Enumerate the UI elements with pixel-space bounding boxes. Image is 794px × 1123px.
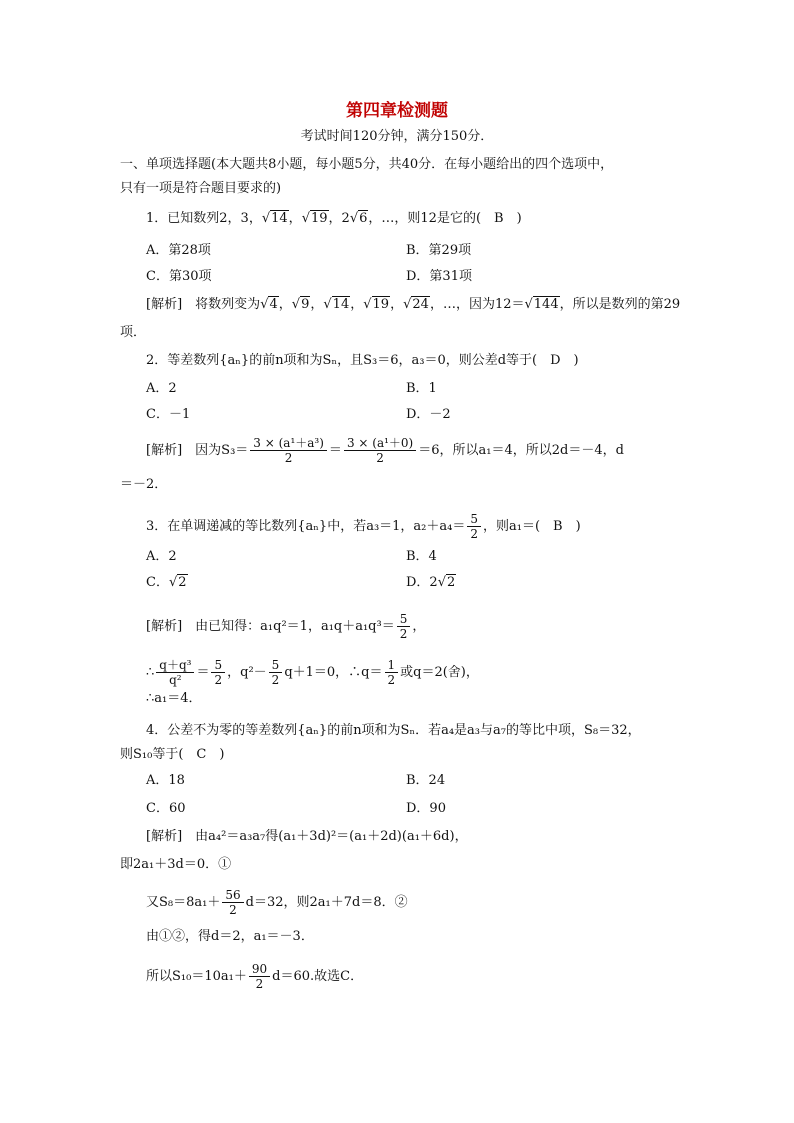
fraction: $\frac{56}{2}$ xyxy=(222,888,243,917)
sqrt-symbol: √4 xyxy=(260,297,278,312)
question-3-solution: [解析] 由已知得：a₁q²＝1，a₁q＋a₁q³＝ $\frac{5}{2}$ ， xyxy=(146,612,426,641)
solution-label: [解析] xyxy=(146,443,183,458)
question-2-stem: 2．等差数列{aₙ}的前n项和为Sₙ，且S₃＝6，a₃＝0，则公差d等于( D ) xyxy=(146,353,579,368)
solution-label: [解析] xyxy=(146,297,183,312)
question-3-option-a: A．2 xyxy=(146,549,177,564)
question-3-option-c: C．√2 xyxy=(146,575,187,590)
sqrt-symbol: √144 xyxy=(524,297,559,312)
question-3-solution-line2: ∴ $\frac{\text{q＋q³}}{\text{q²}}$ ＝ $\frac{5}{2}$ ，q²－ $\frac{5}{2}$ q＋1＝0，∴q＝ $\frac{1}{2}$ 或q＝2(舍)， xyxy=(146,658,479,687)
question-4-solution-line2: 即2a₁＋3d＝0．① xyxy=(120,857,232,872)
fraction: $\frac{90}{2}$ xyxy=(249,962,270,991)
solution-label: [解析] xyxy=(146,829,183,844)
sqrt-symbol: √2 xyxy=(437,575,456,590)
question-4-option-c: C．60 xyxy=(146,801,186,816)
sqrt-symbol: √6 xyxy=(349,211,368,226)
question-1-option-a: A．第28项 xyxy=(146,243,211,258)
question-4-option-d: D．90 xyxy=(406,801,446,816)
question-1-solution: [解析] 将数列变为√4，√9，√14，√19，√24，…，因为12＝√144，所以是数列的第29 xyxy=(146,297,681,312)
question-2-solution-cont: ＝－2． xyxy=(120,477,168,492)
question-3-stem: 3．在单调递减的等比数列{aₙ}中，若a₃＝1，a₂＋a₄＝ $\frac{5}{2}$ ，则a₁＝( B ) xyxy=(146,512,581,541)
fraction: $\frac{1}{2}$ xyxy=(385,658,399,687)
fraction: $\frac{5}{2}$ xyxy=(269,658,283,687)
question-4-stem-line2: 则S₁₀等于( C ) xyxy=(120,747,225,762)
question-1-stem: 1．已知数列2，3，√14，√19，2√6，…，则12是它的( B ) xyxy=(146,211,522,226)
sqrt-symbol: √24 xyxy=(403,297,429,312)
fraction: $\frac{5}{2}$ xyxy=(211,658,225,687)
question-4-option-b: B．24 xyxy=(406,773,446,788)
exam-info: 考试时间120分钟，满分150分． xyxy=(300,129,494,144)
fraction: $\frac{\text{3 × (a¹＋0)}}{2}$ xyxy=(344,436,416,465)
question-2-option-b: B．1 xyxy=(406,381,437,396)
question-1-option-d: D．第31项 xyxy=(406,269,472,284)
fraction: $\frac{5}{2}$ xyxy=(397,612,411,641)
question-3-option-d: D．2√2 xyxy=(406,575,456,590)
sqrt-symbol: √19 xyxy=(363,297,390,312)
question-2-option-d: D．－2 xyxy=(406,407,451,422)
question-4-solution-line4: 由①②，得d＝2，a₁＝－3． xyxy=(146,929,314,944)
section-heading-line2: 只有一项是符合题目要求的) xyxy=(120,181,282,196)
fraction: $\frac{5}{2}$ xyxy=(467,512,481,541)
question-4-solution-line3: 又S₈＝8a₁＋ $\frac{56}{2}$ d＝32，则2a₁＋7d＝8．② xyxy=(146,888,408,917)
question-4-option-a: A．18 xyxy=(146,773,185,788)
fraction: $\frac{\text{q＋q³}}{\text{q²}}$ xyxy=(156,658,194,687)
question-1-option-c: C．第30项 xyxy=(146,269,212,284)
question-4-stem-line1: 4．公差不为零的等差数列{aₙ}的前n项和为Sₙ．若a₄是a₃与a₇的等比中项，S₈＝32， xyxy=(146,723,641,738)
question-2-option-a: A．2 xyxy=(146,381,177,396)
question-4-solution: [解析] 由a₄²＝a₃a₇得(a₁＋3d)²＝(a₁＋2d)(a₁＋6d)， xyxy=(146,829,468,844)
page-title: 第四章检测题 xyxy=(346,101,448,121)
sqrt-symbol: √9 xyxy=(291,297,310,312)
question-2-option-c: C．－1 xyxy=(146,407,191,422)
question-2-solution: [解析] 因为S₃＝ $\frac{\text{3 × (a¹＋a³)}}{2}$ ＝ $\frac{\text{3 × (a¹＋0)}}{2}$ ＝6，所以a₁＝4，所以2d＝－4，d xyxy=(146,436,624,465)
question-4-solution-line5: 所以S₁₀＝10a₁＋ $\frac{90}{2}$ d＝60.故选C． xyxy=(146,962,364,991)
question-3-option-b: B．4 xyxy=(406,549,437,564)
sqrt-symbol: √19 xyxy=(301,211,328,226)
sqrt-symbol: √14 xyxy=(323,297,350,312)
sqrt-symbol: √14 xyxy=(261,211,288,226)
question-1-solution-cont: 项． xyxy=(120,325,147,340)
fraction: $\frac{\text{3 × (a¹＋a³)}}{2}$ xyxy=(250,436,327,465)
solution-label: [解析] xyxy=(146,619,183,634)
sqrt-symbol: √2 xyxy=(168,575,187,590)
question-1-option-b: B．第29项 xyxy=(406,243,472,258)
question-3-solution-line3: ∴a₁＝4． xyxy=(146,691,202,706)
section-heading-line1: 一、单项选择题(本大题共8小题，每小题5分，共40分．在每小题给出的四个选项中， xyxy=(120,157,614,172)
